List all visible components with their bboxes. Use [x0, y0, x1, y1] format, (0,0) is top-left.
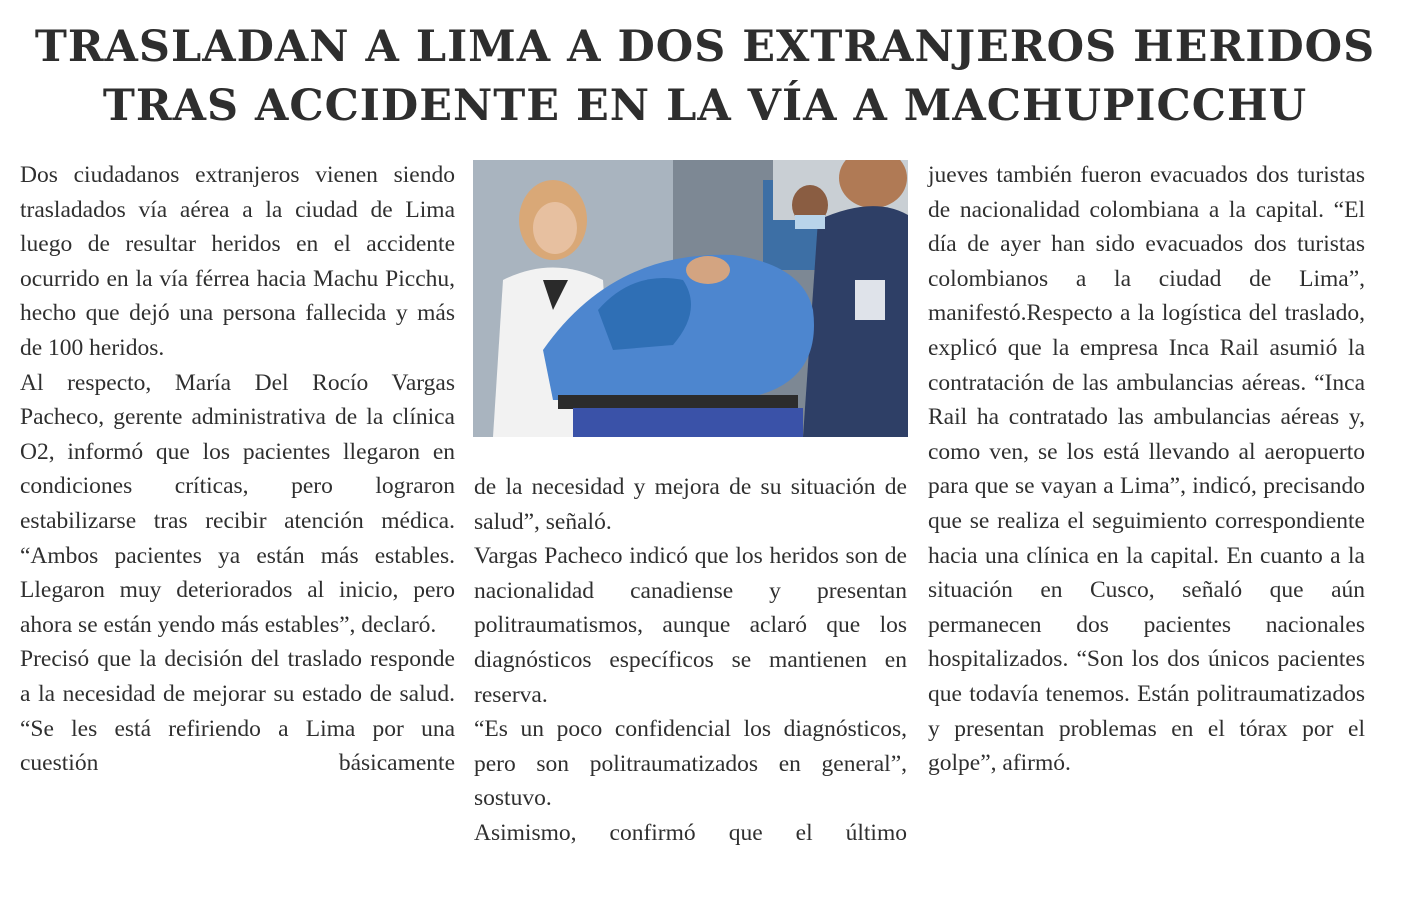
- photo-illustration: [473, 160, 908, 437]
- paragraph: Precisó que la decisión del traslado responde a la necesidad de mejorar su estado de salud. “Se les está refiriendo a Lima por una cuestión básicamente: [20, 646, 455, 777]
- paragraph: Asimismo, confirmó que el último: [474, 819, 907, 846]
- paragraph: Al respecto, María Del Rocío Vargas Pacheco, gerente administrativa de la clínica O2, informó que los pacientes llegaron en condiciones críticas, pero lograron estabilizarse tras recibir atención médica. “Ambos pacientes ya están más estables. Llegaron muy deteriorados al inicio, pero ahora se están yendo más estables”, declaró.: [20, 369, 455, 638]
- paragraph: Dos ciudadanos extranjeros vienen siendo trasladados vía aérea a la ciudad de Lima luego de resultar heridos en el accidente ocurrido en la vía férrea hacia Machu Picchu, hecho que dejó una persona fallecida y más de 100 heridos.: [20, 162, 455, 361]
- paragraph: de la necesidad y mejora de su situación de salud”, señaló.: [474, 474, 907, 535]
- column-1: [20, 158, 455, 781]
- headline-line-1: TRASLADAN A LIMA A DOS EXTRANJEROS HERIDOS: [34, 22, 1376, 72]
- paragraph: Vargas Pacheco indicó que los heridos son de nacionalidad canadiense y presentan politraumatismos, aunque aclaró que los diagnósticos específicos se mantienen en reserva.: [474, 543, 907, 708]
- article-photo: [473, 160, 908, 437]
- paragraph: jueves también fueron evacuados dos turistas de nacionalidad colombiana a la capital. “El día de ayer han sido evacuados dos turistas colombianos a la ciudad de Lima”, manifestó.Respecto a la logística del traslado, explicó que la empresa Inca Rail asumió la contratación de las ambulancias aéreas. “Inca Rail ha contratado las ambulancias aéreas y, como ven, se los está llevando al aeropuerto para que se vayan a Lima”, indicó, precisando que se realiza el seguimiento correspondiente hacia una clínica en la capital. En cuanto a la situación en Cusco, señaló que aún permanecen dos pacientes nacionales hospitalizados. “Son los dos únicos pacientes que todavía tenemos. Están politraumatizados y presentan problemas en el tórax por el golpe”, afirmó.: [928, 162, 1365, 777]
- column-2: [474, 470, 907, 851]
- headline: [0, 18, 1410, 136]
- headline-line-2: TRAS ACCIDENTE EN LA VÍA A MACHUPICCHU: [102, 81, 1308, 131]
- column-3: [928, 158, 1365, 781]
- paragraph: “Es un poco confidencial los diagnósticos, pero son politraumatizados en general”, sostuvo.: [474, 716, 907, 812]
